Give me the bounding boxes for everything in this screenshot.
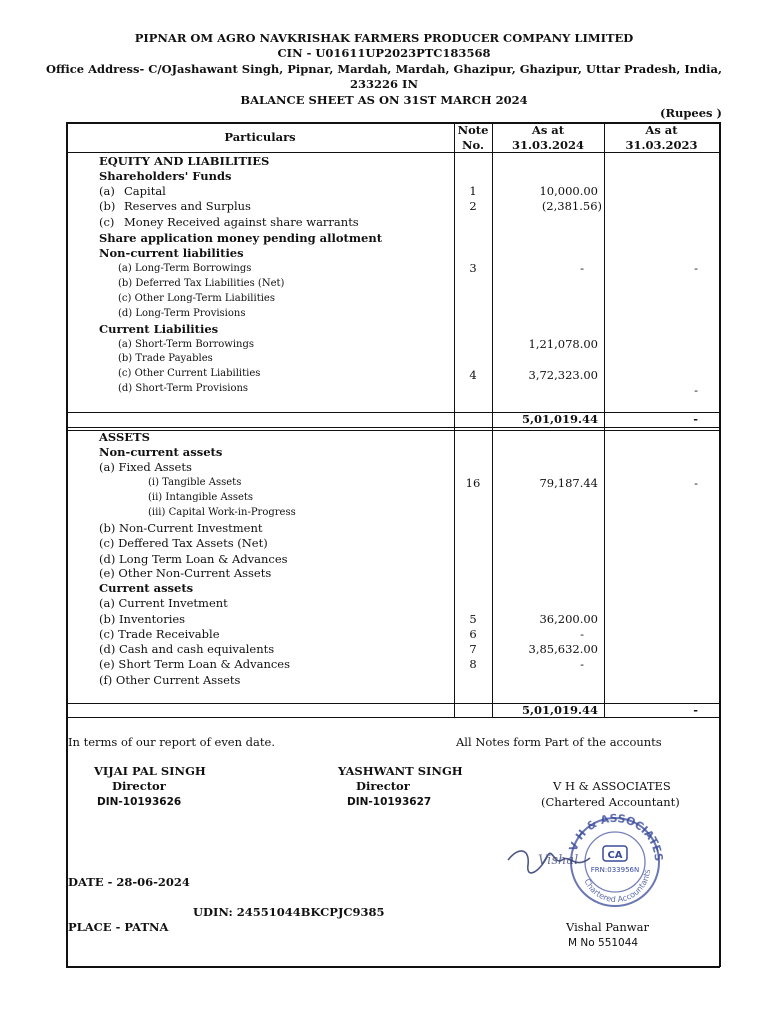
assets-heading: ASSETS: [99, 430, 150, 444]
office-address-line2: 233226 IN: [350, 77, 418, 91]
trade-receivable-note: 6: [469, 627, 477, 641]
intangible-assets: (ii) Intangible Assets: [148, 492, 254, 503]
reserves-value: (2,381.56): [541, 199, 602, 213]
report-date: DATE - 28-06-2024: [68, 875, 190, 889]
equity-total-current: 5,01,019.44: [521, 412, 598, 426]
short-term-borrowings: (a) Short-Term Borrowings: [118, 339, 255, 350]
tangible-assets-note: 16: [465, 476, 481, 490]
firm-name: V H & ASSOCIATES: [553, 779, 671, 793]
capital-index: (a): [99, 184, 115, 198]
capital-value: 10,000.00: [539, 184, 598, 198]
notes-statement: All Notes form Part of the accounts: [456, 735, 662, 749]
report-note: In terms of our report of even date.: [68, 735, 275, 749]
long-term-loan-advances: (d) Long Term Loan & Advances: [99, 552, 288, 566]
non-current-investment: (b) Non-Current Investment: [99, 521, 263, 535]
tangible-assets-value: 79,187.44: [539, 476, 598, 490]
svg-text:CA: CA: [607, 850, 623, 861]
reserves-index: (b): [99, 199, 116, 213]
signer-name: Vishal Panwar: [566, 920, 649, 934]
short-term-loan-advances: (e) Short Term Loan & Advances: [99, 657, 291, 671]
warrants-index: (c): [99, 215, 115, 229]
col-current-2: 31.03.2024: [511, 138, 585, 152]
deferred-tax-liabilities: (b) Deferred Tax Liabilities (Net): [118, 278, 285, 289]
director1-din: DIN-10193626: [97, 796, 182, 808]
short-term-provisions-previous: -: [694, 383, 698, 397]
company-name: PIPNAR OM AGRO NAVKRISHAK FARMERS PRODUCER COMPANY LIMITED: [134, 31, 634, 45]
tangible-assets-previous: -: [694, 476, 698, 490]
long-term-borrowings: (a) Long-Term Borrowings: [118, 263, 252, 274]
col-note-2: No.: [462, 138, 484, 152]
long-term-provisions: (d) Long-Term Provisions: [118, 308, 246, 319]
trade-receivable: (c) Trade Receivable: [99, 627, 220, 641]
col-previous-1: As at: [645, 123, 678, 137]
reserves-label: Reserves and Surplus: [124, 199, 251, 213]
other-current-liabilities-note: 4: [469, 368, 477, 382]
director2-name: YASHWANT SINGH: [338, 764, 463, 778]
membership-number: M No 551044: [568, 937, 639, 949]
inventories-value: 36,200.00: [539, 612, 598, 626]
assets-total-previous: -: [693, 703, 698, 717]
col-particulars: Particulars: [224, 130, 296, 144]
assets-total-current: 5,01,019.44: [521, 703, 598, 717]
svg-text:FRN:033956N: FRN:033956N: [590, 866, 640, 874]
cash-equivalents: (d) Cash and cash equivalents: [99, 642, 275, 656]
col-note-1: Note: [457, 123, 489, 137]
non-current-assets-heading: Non-current assets: [99, 445, 223, 459]
cash-equivalents-value: 3,85,632.00: [528, 642, 598, 656]
warrants-label: Money Received against share warrants: [124, 215, 359, 229]
director1-name: VIJAI PAL SINGH: [94, 764, 206, 778]
capital-label: Capital: [124, 184, 166, 198]
cash-equivalents-note: 7: [469, 642, 477, 656]
svg-text:V H & ASSOCIATES: V H & ASSOCIATES: [566, 811, 666, 862]
equity-total-previous: -: [693, 412, 698, 426]
capital-note: 1: [469, 184, 477, 198]
inventories: (b) Inventories: [99, 612, 186, 626]
sheet-title: BALANCE SHEET AS ON 31ST MARCH 2024: [240, 93, 528, 107]
current-liabilities-heading: Current Liabilities: [99, 322, 219, 336]
director2-title: Director: [356, 779, 410, 793]
other-current-liabilities: (c) Other Current Liabilities: [118, 368, 261, 379]
long-term-borrowings-previous: -: [694, 261, 698, 275]
col-previous-2: 31.03.2023: [625, 138, 698, 152]
fixed-assets: (a) Fixed Assets: [99, 460, 192, 474]
other-current-liabilities-value: 3,72,323.00: [528, 368, 598, 382]
short-term-loan-advances-note: 8: [469, 657, 477, 671]
office-address-line1: Office Address- C/OJashawant Singh, Pipnar, Mardah, Mardah, Ghazipur, Ghazipur, Uttar Pradesh, India,: [45, 62, 723, 76]
non-current-liabilities-heading: Non-current liabilities: [99, 246, 244, 260]
current-investment: (a) Current Invetment: [99, 596, 228, 610]
shareholders-funds: Shareholders' Funds: [99, 169, 232, 183]
udin: UDIN: 24551044BKCPJC9385: [193, 905, 385, 919]
short-term-borrowings-value: 1,21,078.00: [528, 337, 598, 351]
svg-text:Chartered Accountants: Chartered Accountants: [582, 868, 653, 905]
cin: CIN - U01611UP2023PTC183568: [277, 46, 491, 60]
other-current-assets: (f) Other Current Assets: [99, 673, 241, 687]
inventories-note: 5: [469, 612, 477, 626]
firm-type: (Chartered Accountant): [541, 795, 680, 809]
tangible-assets: (i) Tangible Assets: [148, 477, 242, 488]
short-term-provisions: (d) Short-Term Provisions: [118, 383, 249, 394]
director1-title: Director: [112, 779, 166, 793]
other-non-current-assets: (e) Other Non-Current Assets: [99, 566, 272, 580]
svg-text:Vishal: Vishal: [538, 853, 579, 868]
trade-payables: (b) Trade Payables: [118, 353, 213, 364]
equity-heading: EQUITY AND LIABILITIES: [99, 154, 270, 168]
current-assets-heading: Current assets: [99, 581, 194, 595]
rupees-label: (Rupees ): [660, 106, 722, 120]
long-term-borrowings-current: -: [580, 261, 584, 275]
capital-work-in-progress: (iii) Capital Work-in-Progress: [148, 507, 296, 518]
deffered-tax-assets: (c) Deffered Tax Assets (Net): [99, 536, 268, 550]
short-term-loan-advances-value: -: [580, 657, 584, 671]
trade-receivable-value: -: [580, 627, 584, 641]
firm-stamp-seal: [500, 810, 670, 910]
director2-din: DIN-10193627: [347, 796, 432, 808]
long-term-borrowings-note: 3: [469, 261, 477, 275]
report-place: PLACE - PATNA: [68, 920, 169, 934]
col-current-1: As at: [531, 123, 565, 137]
share-application: Share application money pending allotment: [99, 231, 383, 245]
other-long-term-liabilities: (c) Other Long-Term Liabilities: [118, 293, 275, 304]
reserves-note: 2: [469, 199, 477, 213]
